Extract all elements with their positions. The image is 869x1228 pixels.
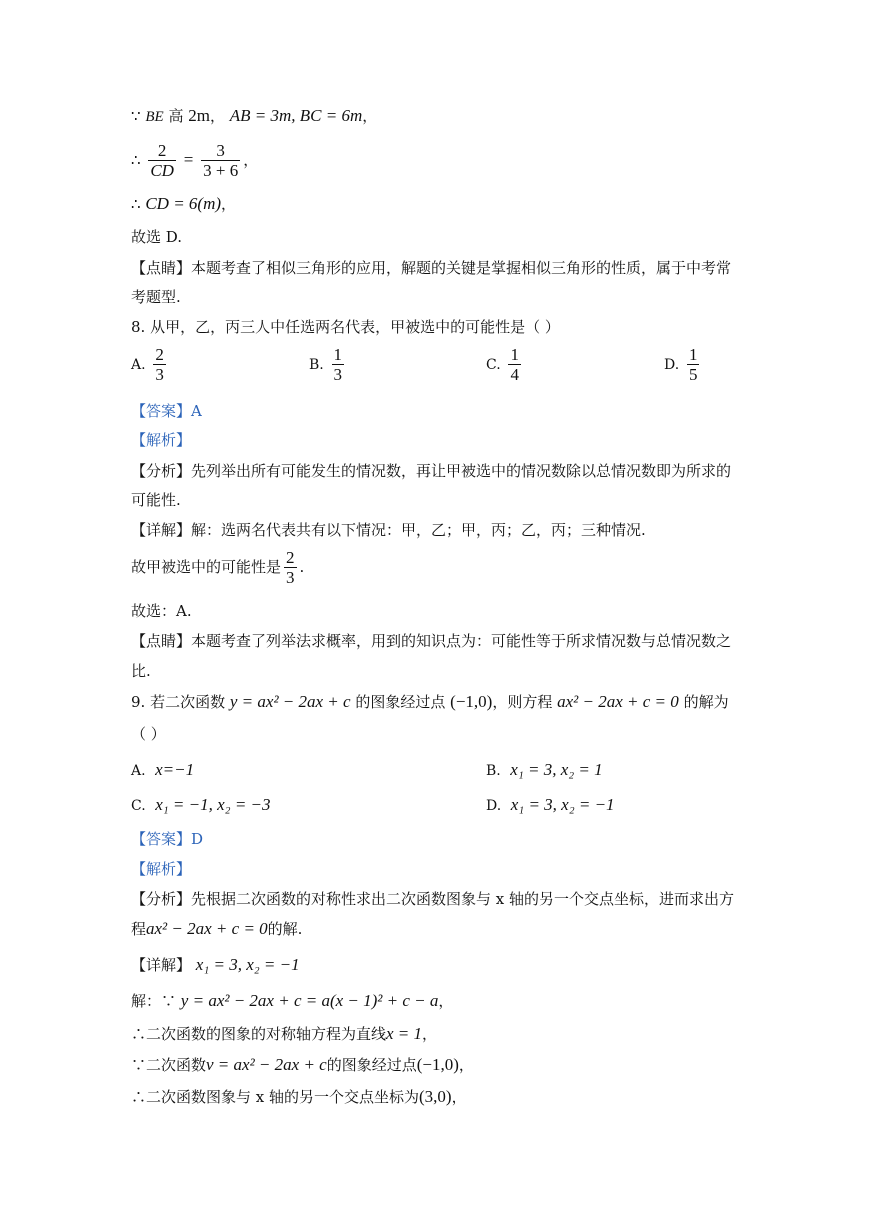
q9-fenxi-1: 【分析】先根据二次函数的对称性求出二次函数图象与 x 轴的另一个交点坐标，进而求出方 <box>131 890 734 908</box>
q9-step-2: ∵二次函数v = ax² − 2ax + c的图象经过点(−1,0)， <box>131 1055 474 1074</box>
q8-stem: 8. 从甲，乙，丙三人中任选两名代表，甲被选中的可能性是（ ） <box>131 318 560 336</box>
line-result: ∴ CD = 6(m)， <box>131 194 237 213</box>
q8-xiangjie: 【详解】解：选两名代表共有以下情况：甲，乙；甲，丙；乙，丙；三种情况. <box>131 521 646 539</box>
q9-stem: 9. 若二次函数 y = ax² − 2ax + c 的图象经过点 (−1,0)，则方程 ax² − 2ax + c = 0 的解为 <box>131 692 729 711</box>
dianjing-line-1: 【点睛】本题考查了相似三角形的应用，解题的关键是掌握相似三角形的性质，属于中考常 <box>131 259 732 277</box>
q9-answer: 【答案】D <box>131 830 204 848</box>
q9-jiexi: 【解析】 <box>131 860 192 878</box>
line-choice: 故选 D. <box>131 228 183 246</box>
q9-option-b: B. x₁ = 3, x₂ = 1 <box>486 760 603 779</box>
q9-option-d: D. x₁ = 3, x₂ = −1 <box>486 795 615 814</box>
q8-option-c: C. $\frac{1}{4}$ <box>486 345 519 384</box>
q9-step-3: ∴二次函数图象与 x 轴的另一个交点坐标为(3,0)， <box>131 1087 467 1106</box>
q9-option-a: A. x=−1 <box>131 760 195 779</box>
q8-option-d: D. $\frac{1}{5}$ <box>664 345 698 384</box>
q9-jie: 解：∵ y = ax² − 2ax + c = a(x − 1)² + c − a， <box>131 991 454 1010</box>
q8-dianjing-1: 【点睛】本题考查了列举法求概率，用到的知识点为：可能性等于所求情况数与总情况数之 <box>131 632 732 650</box>
q9-stem-2: （ ） <box>131 725 166 743</box>
q8-fenxi-2: 可能性. <box>131 491 181 509</box>
q9-xiangjie: 【详解】 x₁ = 3, x₂ = −1 <box>131 955 300 974</box>
q9-step-1: ∴二次函数的图象的对称轴方程为直线x = 1， <box>131 1024 438 1043</box>
q8-fenxi-1: 【分析】先列举出所有可能发生的情况数，再让甲被选中的情况数除以总情况数即为所求的 <box>131 462 732 480</box>
line-given: ∵ BE 高 2m， AB = 3m, BC = 6m， <box>131 106 378 125</box>
q8-xuan: 故选：A. <box>131 602 192 620</box>
q8-option-a: A. $\frac{2}{3}$ <box>131 345 164 384</box>
q8-jiexi: 【解析】 <box>131 431 192 449</box>
q8-dianjing-2: 比. <box>131 662 151 680</box>
q8-option-b: B. $\frac{1}{3}$ <box>309 345 343 384</box>
q9-fenxi-2: 程ax² − 2ax + c = 0的解. <box>131 919 303 938</box>
fraction: $\frac{2}{CD}$ <box>150 141 174 180</box>
dianjing-line-2: 考题型. <box>131 288 181 306</box>
q9-option-c: C. x₁ = −1, x₂ = −3 <box>131 795 271 814</box>
line-proportion: ∴ $\frac{2}{CD}$ = $\frac{3}{3 + 6}$ ， <box>131 141 259 180</box>
fraction: $\frac{3}{3 + 6}$ <box>203 141 239 180</box>
q8-answer: 【答案】A <box>131 402 202 420</box>
q8-result: 故甲被选中的可能性是 $\frac{2}{3}$ . <box>131 548 305 587</box>
